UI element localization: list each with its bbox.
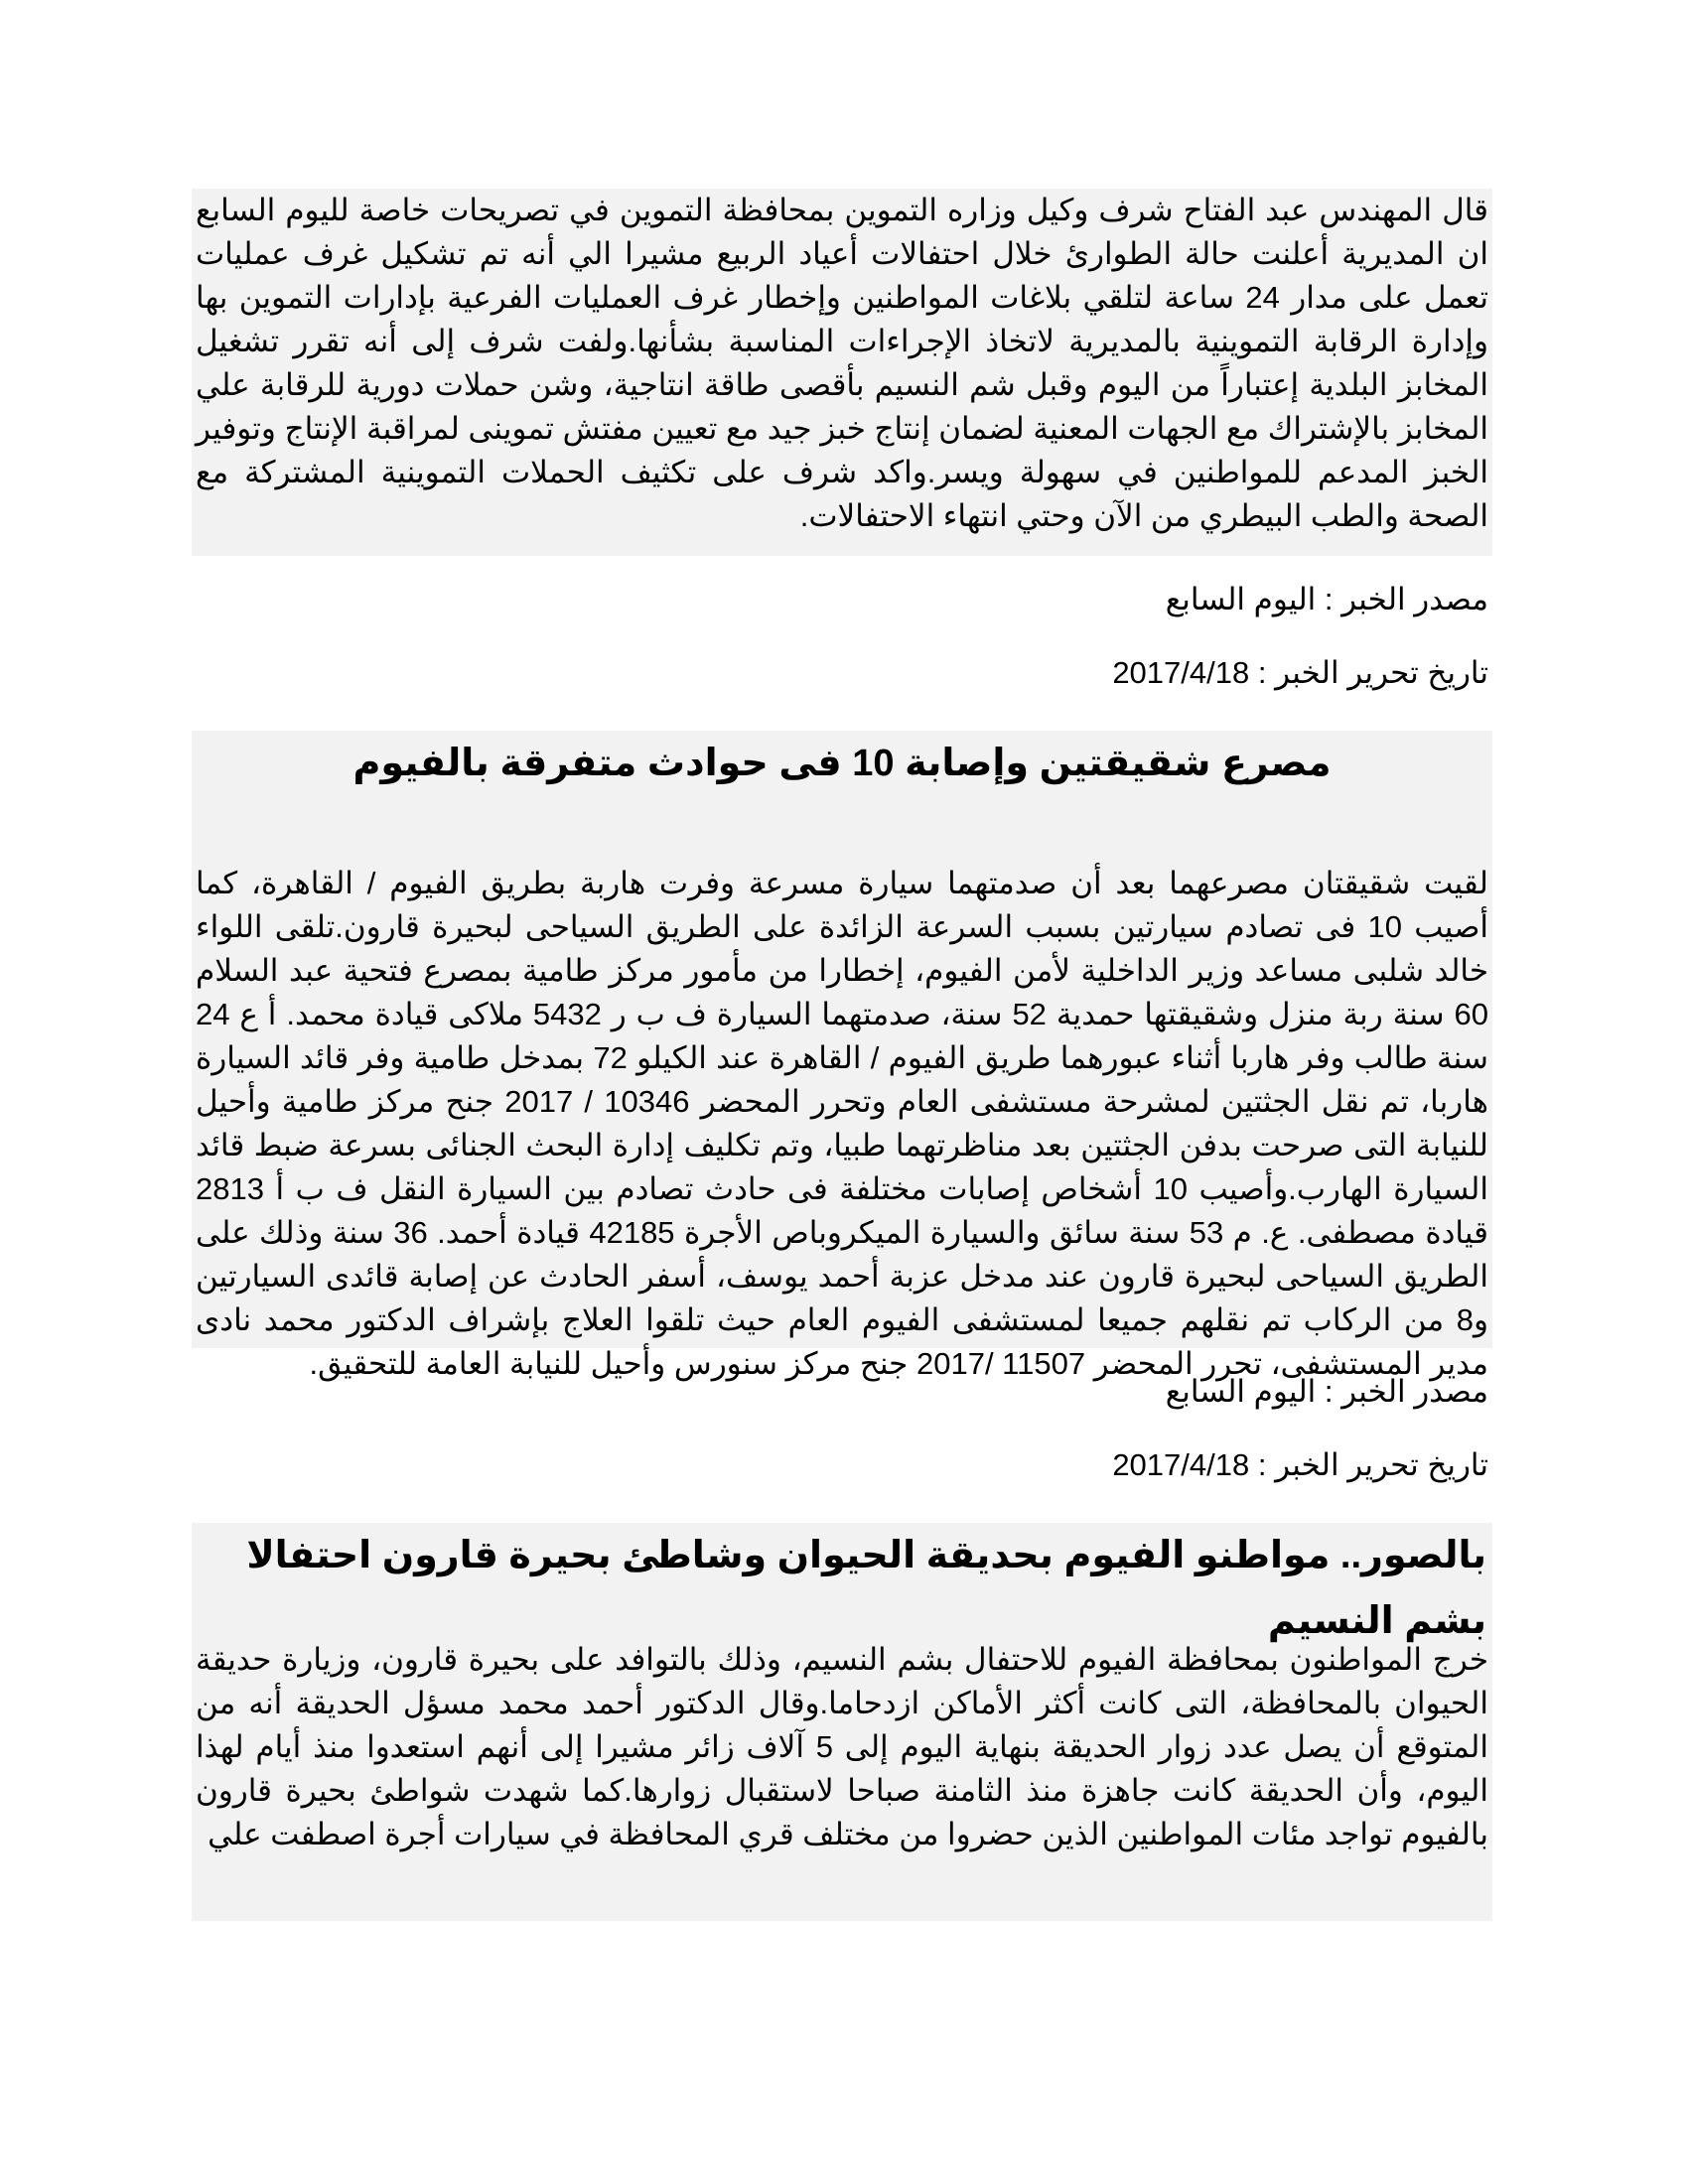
article-headline: مصرع شقيقتين وإصابة 10 فى حوادث متفرقة بالفيوم bbox=[192, 731, 1492, 796]
article-body: قال المهندس عبد الفتاح شرف وكيل وزاره التموين بمحافظة التموين في تصريحات خاصة لليوم السابع ان المديرية أعلنت حالة الطوارئ خلال احتفالات أعياد الربيع مشيرا الي أنه تم تشكيل غرف عمليات تعمل على مدار 24 ساعة لتلقي بلاغات المواطنين وإخطار غرف العمليات الفرعية بإدارات التموين بها وإدارة الرقابة التموينية بالمديرية لاتخاذ الإجراءات المناسبة بشأنها.ولفت شرف إلى أنه تقرر تشغيل المخابز البلدية إعتباراً من اليوم وقبل شم النسيم بأقصى طاقة انتاجية، وشن حملات دورية للرقابة علي المخابز بالإشتراك مع الجهات المعنية لضمان إنتاج خبز جيد مع تعيين مفتش تموينى لمراقبة الإنتاج وتوفير الخبز المدعم للمواطنين في سهولة ويسر.واكد شرف على تكثيف الحملات التموينية المشتركة مع الصحة والطب البيطري من الآن وحتي انتهاء الاحتفالات. bbox=[192, 189, 1492, 556]
source-label: مصدر الخبر : bbox=[1324, 1374, 1488, 1409]
source-label: مصدر الخبر : bbox=[1324, 582, 1488, 616]
news-source bbox=[192, 578, 1492, 621]
news-date bbox=[192, 1443, 1492, 1487]
date-label: تاريخ تحرير الخبر : bbox=[1257, 655, 1488, 690]
news-date bbox=[192, 651, 1492, 695]
article-headline: بالصور.. مواطنو الفيوم بحديقة الحيوان وشاطئ بحيرة قارون احتفالا بشم النسيم bbox=[192, 1523, 1492, 1588]
date-value: 2017/4/18 bbox=[1112, 655, 1250, 690]
document-page bbox=[192, 189, 1492, 1921]
article-body: لقيت شقيقتان مصرعهما بعد أن صدمتهما سيارة مسرعة وفرت هاربة بطريق الفيوم / القاهرة، كما أصيب 10 فى تصادم سيارتين بسبب السرعة الزائدة على الطريق السياحى لبحيرة قارون.تلقى اللواء خالد شلبى مساعد وزير الداخلية لأمن الفيوم، إخطارا من مأمور مركز طامية بمصرع فتحية عبد السلام 60 سنة ربة منزل وشقيقتها حمدية 52 سنة، صدمتهما السيارة ف ب ر 5432 ملاكى قيادة محمد. أ ع 24 سنة طالب وفر هاربا أثناء عبورهما طريق الفيوم / القاهرة عند الكيلو 72 بمدخل طامية وفر قائد السيارة هاربا، تم نقل الجثتين لمشرحة مستشفى العام وتحرر المحضر 10346 / 2017 جنح مركز طامية وأحيل للنيابة التى صرحت بدفن الجثتين بعد مناظرتهما طبيا، وتم تكليف إدارة البحث الجنائى بسرعة ضبط قائد السيارة الهارب.وأصيب 10 أشخاص إصابات مختلفة فى حادث تصادم بين السيارة النقل ف ب أ 2813 قيادة مصطفى. ع. م 53 سنة سائق والسيارة الميكروباص الأجرة 42185 قيادة أحمد. 36 سنة وذلك على الطريق السياحى لبحيرة قارون عند مدخل عزبة أحمد يوسف، أسفر الحادث عن إصابة قائدى السيارتين و8 من الركاب تم نقلهم جميعا لمستشفى الفيوم العام حيث تلقوا العلاج بإشراف الدكتور محمد نادى مدير المستشفى، تحرر المحضر 11507 /2017 جنح مركز سنورس وأحيل للنيابة العامة للتحقيق. bbox=[192, 796, 1492, 1348]
source-value: اليوم السابع bbox=[1165, 582, 1317, 616]
article-body: خرج المواطنون بمحافظة الفيوم للاحتفال بشم النسيم، وذلك بالتوافد على بحيرة قارون، وزيارة حديقة الحيوان بالمحافظة، التى كانت أكثر الأماكن ازدحاما.وقال الدكتور أحمد محمد مسؤل الحديقة أنه من المتوقع أن يصل عدد زوار الحديقة بنهاية اليوم إلى 5 آلاف زائر مشيرا إلى أنهم استعدوا منذ أيام لهذا اليوم، وأن الحديقة كانت جاهزة منذ الثامنة صباحا لاستقبال زوارها.كما شهدت شواطئ بحيرة قارون بالفيوم تواجد مئات المواطنين الذين حضروا من مختلف قري المحافظة في سيارات أجرة اصطفت علي bbox=[192, 1588, 1492, 1921]
date-label: تاريخ تحرير الخبر : bbox=[1257, 1447, 1488, 1482]
date-value: 2017/4/18 bbox=[1112, 1447, 1250, 1482]
source-value: اليوم السابع bbox=[1165, 1374, 1317, 1409]
